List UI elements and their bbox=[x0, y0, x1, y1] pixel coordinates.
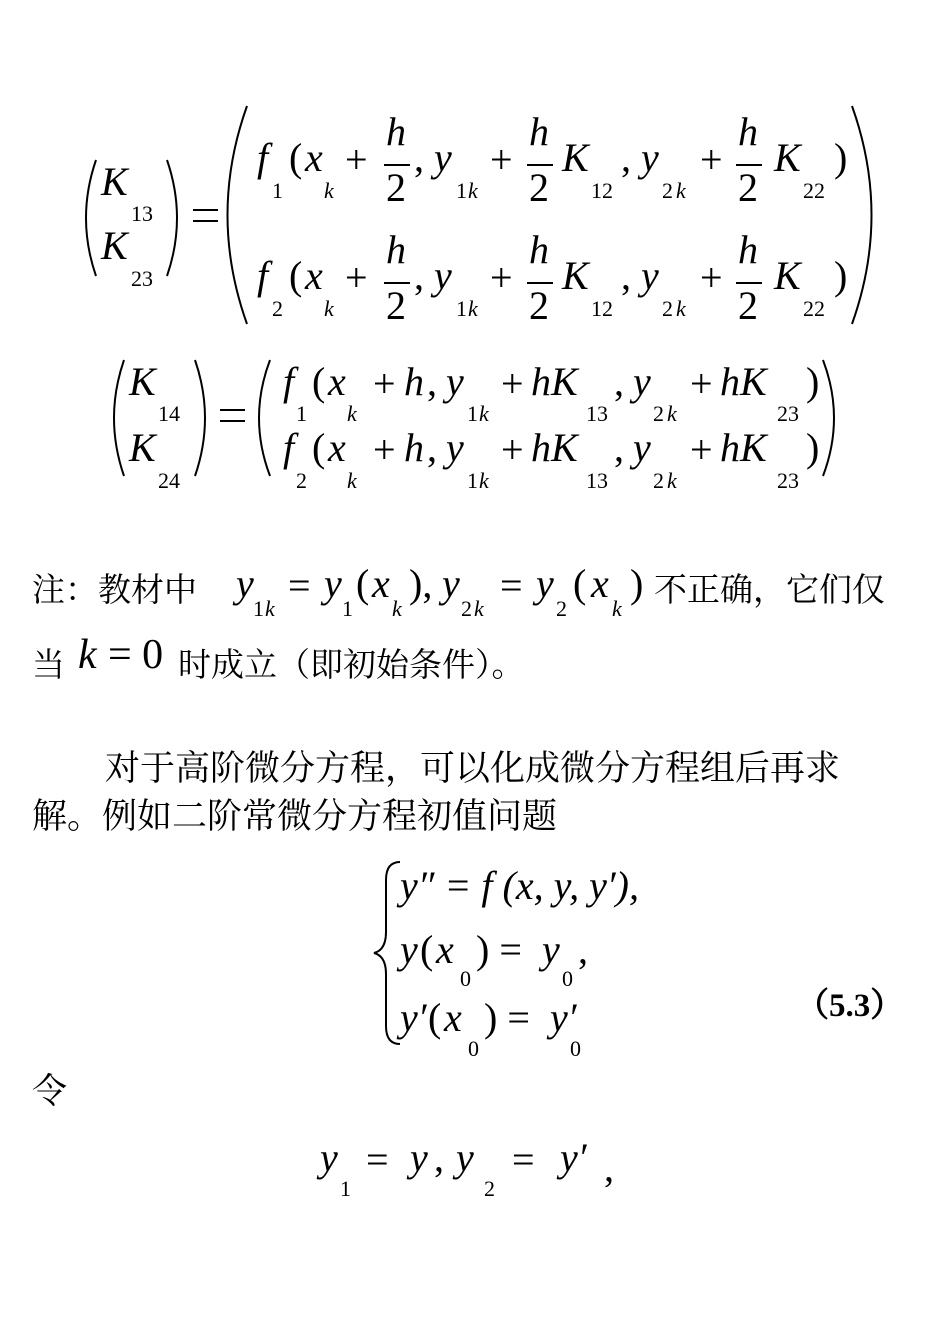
paragraph-line1: 对于高阶微分方程，可以化成微分方程组后再求 bbox=[105, 749, 841, 789]
note-line2-suffix: 时成立（即初始条件）。 bbox=[178, 645, 525, 684]
let-word: 令 bbox=[32, 1072, 68, 1112]
equation-number: （5.3） bbox=[796, 988, 904, 1024]
paragraph-line2: 解。例如二阶常微分方程初值问题 bbox=[32, 797, 558, 837]
note-prefix: 注：教材中 bbox=[32, 570, 197, 609]
note-line2-math: k bbox=[78, 632, 97, 678]
note-suffix: 不正确，它们仅 bbox=[654, 570, 885, 609]
note-line2-prefix: 当 bbox=[32, 645, 65, 684]
